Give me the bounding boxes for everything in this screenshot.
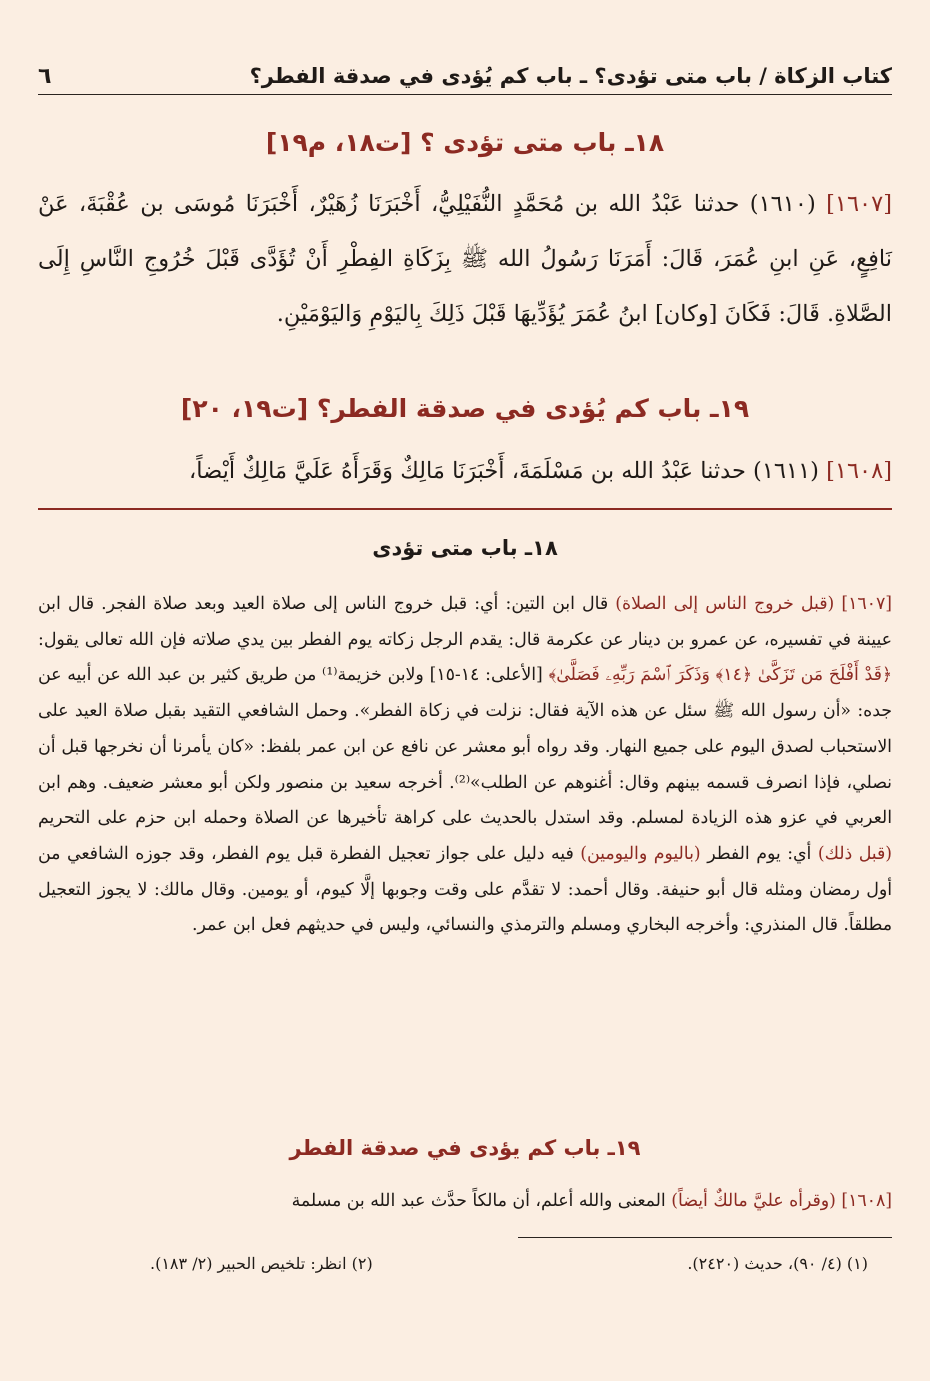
sharh-1607-quote-3: (باليوم واليومين) [580, 843, 701, 864]
sharh-1607-quote-2: (قبل ذلك) [817, 843, 893, 864]
sharh-1607-text-c: أي: يوم الفطر [707, 843, 812, 864]
hadith-1607-text: (١٦١٠) حدثنا عَبْدُ الله بن مُحَمَّدٍ النُّفَيْلِيُّ، أَخْبَرَنَا زُهَيْرٌ، أَخْبَرَنَا مُوسَى بن عُقْبَةَ، عَنْ نَافِعٍ، عَنِ ابنِ عُمَرَ، قَالَ: أَمَرَنَا رَسُولُ الله ﷺ بِزَكَاةِ الفِطْرِ أَنْ تُؤَدَّى قَبْلَ خُرُوجِ النَّاسِ إِلَى الصَّلاةِ. قَالَ: فَكَانَ [وكان] ابنُ عُمَرَ يُؤَدِّيهَا قَبْلَ ذَلِكَ بِاليَوْمِ وَاليَوْمَيْنِ. [38, 191, 892, 327]
hadith-1608-number: [١٦٠٨] [826, 458, 892, 484]
sharh-1607-quote: (قبل خروج الناس إلى الصلاة) [615, 594, 835, 614]
hadith-1607-number: [١٦٠٧] [826, 191, 893, 217]
running-header [38, 58, 892, 95]
sharh-1608-text: المعنى والله أعلم، أن مالكاً حدَّث عبد الله بن مسلمة [291, 1191, 666, 1211]
footnote-1: (١) (٤/ ٩٠)، حديث (٢٤٢٠). [687, 1254, 868, 1273]
hadith-1608 [38, 444, 892, 499]
matn-chapter-19-title: ١٩ـ باب كم يُؤدى في صدقة الفطر؟ [ت١٩، ٢٠] [180, 394, 750, 423]
sharh-1607-text-b: [الأعلى: ١٤-١٥] ولابن خزيمة⁽¹⁾ من طريق كثير بن عبد الله عن أبيه عن جده: «أن رسول الله ﷺ سئل عن هذه الآية فقال: نزلت في زكاة الفطر». وحمل الشافعي التقيد بقبل صلاة العيد على الاستحباب لصدق اليوم على جميع النهار. وقد رواه أبو معشر عن نافع عن ابن عمر بلفظ: «كان يأمرنا أن نخرجها قبل أن نصلي، فإذا انصرف قسمه بينهم وقال: أغنوهم عن الطلب»⁽²⁾. أخرجه سعيد بن منصور ولكن أبو معشر ضعيف. وهم ابن العربي في عزو هذه الزيادة لمسلم. وقد استدل بالحديث على كراهة تأخيرها عن الصلاة وحمله ابن حزم على التحريم [38, 665, 892, 829]
sharh-1607-text-d: فيه دليل على جواز تعجيل الفطرة قبل يوم الفطر، وقد جوزه الشافعي من أول رمضان ومثله قال أبو حنيفة. وقال أحمد: لا تقدَّم على وقت وجوبها إلَّا كيوم، أو يومين. وقال مالك: لا يجوز التعجيل مطلقاً. قال المنذري: وأخرجه البخاري ومسلم والترمذي والنسائي، وليس في حديثهم فعل ابن عمر. [38, 843, 892, 936]
hadith-1607 [38, 177, 892, 342]
footnote-rule [518, 1237, 892, 1238]
sharh-chapter-19-title: ١٩ـ باب كم يؤدى في صدقة الفطر [289, 1136, 641, 1160]
sharh-1608-number: [١٦٠٨] [841, 1191, 892, 1211]
sharh-1608-quote: (وقرأه عليَّ مالكٌ أيضاً) [671, 1191, 836, 1211]
running-title: كتاب الزكاة / باب متى تؤدى؟ ـ باب كم يُؤدى في صدقة الفطر؟ [249, 64, 892, 88]
footnotes [150, 1254, 868, 1284]
sharh-1607-number: [١٦٠٧] [841, 594, 892, 614]
sharh-chapter-18-title: ١٨ـ باب متى تؤدى [372, 536, 558, 560]
sharh-1607-text-a: قال ابن التين: أي: قبل خروج الناس إلى صلاة العيد وبعد صلاة الفجر. قال ابن عيينة في تفسيره، عن عمرو بن دينار عن عكرمة قال: يقدم الرجل زكاته يوم الفطر بين يدي صلاته فإن الله تعالى يقول: [38, 594, 892, 650]
matn-sharh-divider [38, 508, 892, 510]
sharh-1608 [38, 1184, 892, 1220]
quran-verse: ﴿قَدْ أَفْلَحَ مَن تَزَكَّىٰ ﴿١٤﴾ وَذَكَرَ ٱسْمَ رَبِّهِۦ فَصَلَّىٰ﴾ [548, 665, 893, 686]
hadith-1608-text: (١٦١١) حدثنا عَبْدُ الله بن مَسْلَمَةَ، أَخْبَرَنَا مَالِكٌ وَقَرَأَهُ عَلَيَّ مَالِكٌ أَيْضاً، [189, 458, 819, 484]
matn-chapter-18-title: ١٨ـ باب متى تؤدى ؟ [ت١٨، م١٩] [265, 128, 665, 157]
page-number: ٦ [38, 63, 52, 89]
footnote-2: (٢) انظر: تلخيص الحبير (٢/ ١٨٣). [150, 1254, 373, 1273]
sharh-1607 [38, 587, 892, 944]
